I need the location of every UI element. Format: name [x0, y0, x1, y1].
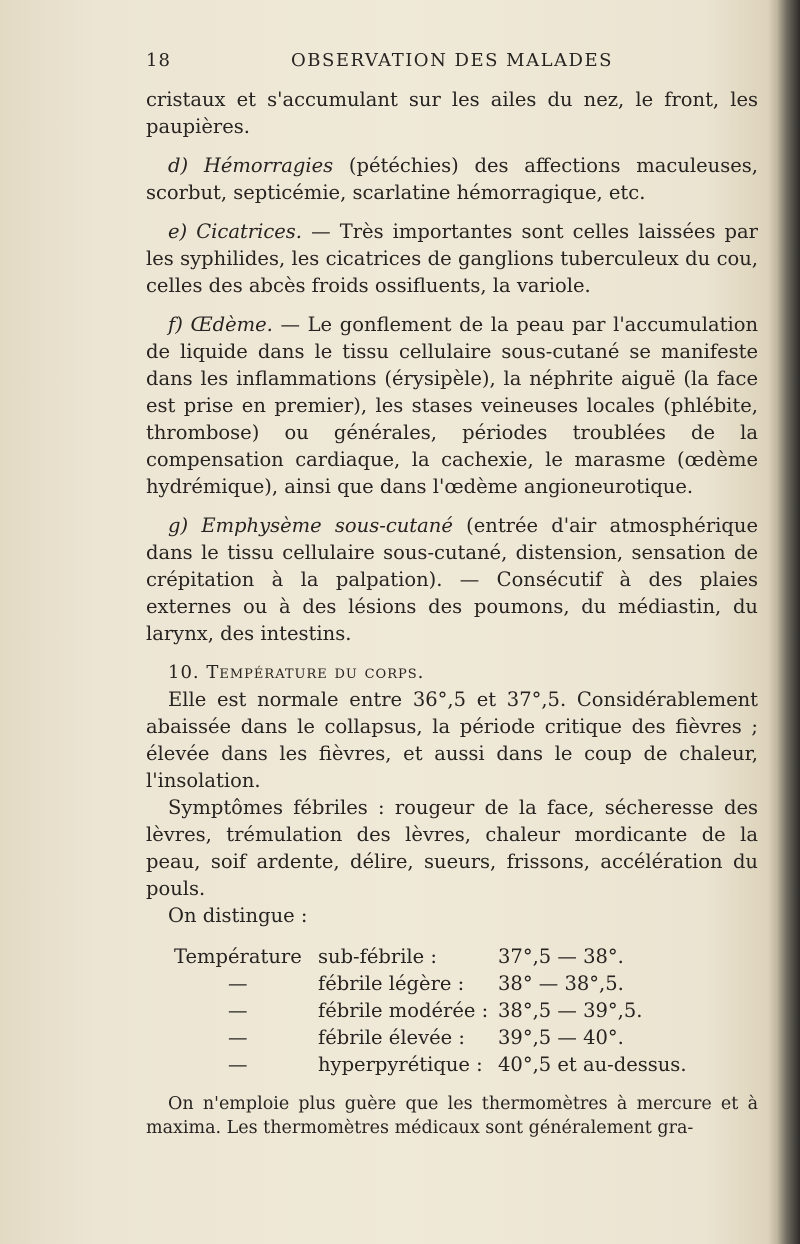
section-number: 10. — [168, 662, 200, 683]
book-spine-shadow — [778, 0, 800, 1244]
fever-kind: sub-fébrile : — [318, 945, 437, 968]
lead-hemorragies: d) Hémorragies — [168, 154, 334, 177]
fever-kind: hyperpyrétique : — [318, 1053, 483, 1076]
temperature-range: 38°,5 — 39°,5. — [498, 999, 643, 1022]
ditto-dash: — — [228, 999, 248, 1022]
temperature-range: 39°,5 — 40°. — [498, 1026, 624, 1049]
lead-cicatrices: e) Cicatrices. — [168, 220, 303, 243]
page-body — [146, 86, 758, 1158]
temperature-range: 37°,5 — 38°. — [498, 945, 624, 968]
ditto-dash: — — [228, 972, 248, 995]
fever-kind: fébrile élevée : — [318, 1026, 465, 1049]
closing-note: On n'emploie plus guère que les thermomètres à mercure et à maxima. Les thermomètres médicaux sont généralement gra- — [146, 1094, 758, 1138]
table-row — [146, 970, 758, 997]
fever-kind: fébrile légère : — [318, 972, 465, 995]
section-heading — [146, 659, 758, 686]
text-hemorragies: (pétéchies) des affections maculeuses, scorbut, septicémie, scarlatine hémorragique, etc. — [146, 154, 758, 204]
paragraph-oedeme — [146, 311, 758, 500]
text-cicatrices: — Très importantes sont celles laissées par les syphilides, les cicatrices de ganglions tuberculeux du cou, celles des abcès froids ossifluents, la variole. — [146, 220, 758, 297]
ditto-dash: — — [228, 1053, 248, 1076]
temperature-range: 40°,5 et au-dessus. — [498, 1053, 687, 1076]
fever-kind: fébrile modérée : — [318, 999, 489, 1022]
lead-oedeme: f) Œdème. — [168, 313, 273, 336]
page-header — [146, 50, 758, 78]
paragraph-symptomes-febriles: Symptômes fébriles : rougeur de la face, sécheresse des lèvres, trémulation des lèvres, chaleur mordicante de la peau, soif ardente, délire, sueurs, frissons, accélération du pouls. — [146, 796, 758, 900]
paragraph-emphyseme — [146, 512, 758, 647]
ditto-dash: — — [228, 1026, 248, 1049]
page-number: 18 — [146, 50, 171, 71]
temperature-range: 38° — 38°,5. — [498, 972, 624, 995]
paragraph-hemorragies — [146, 152, 758, 206]
continuation-paragraph: cristaux et s'accumulant sur les ailes du nez, le front, les paupières. — [146, 88, 758, 138]
text-oedeme: — Le gonflement de la peau par l'accumulation de liquide dans le tissu cellulaire sous-cutané se manifeste dans les inflammations (érysipèle), la néphrite aiguë (la face est prise en premier), les stases veineuses locales (phlébite, thrombose) ou générales, périodes troublées de la compensation cardiaque, la cachexie, le marasme (œdème hydrémique), ainsi que dans l'œdème angioneurotique. — [146, 313, 758, 498]
table-row — [146, 1051, 758, 1078]
temperature-table — [146, 943, 758, 1078]
temperature-label: Température — [174, 945, 302, 968]
lead-emphyseme: g) Emphysème sous-cutané — [168, 514, 453, 537]
table-row — [146, 1024, 758, 1051]
running-title: OBSERVATION DES MALADES — [291, 50, 613, 71]
paragraph-temperature-normale: Elle est normale entre 36°,5 et 37°,5. Considérablement abaissée dans le collapsus, la période critique des fièvres ; élevée dans les fièvres, et aussi dans le coup de chaleur, l'insolation. — [146, 688, 758, 792]
table-row — [146, 997, 758, 1024]
paragraph-on-distingue: On distingue : — [168, 904, 308, 927]
text-emphyseme: (entrée d'air atmosphérique dans le tissu cellulaire sous-cutané, distension, sensation de crépitation à la palpation). — Consécutif à des plaies externes ou à des lésions des poumons, du médiastin, du larynx, des intestins. — [146, 514, 758, 645]
table-row — [146, 943, 758, 970]
section-title: Température du corps. — [206, 662, 425, 683]
paragraph-cicatrices — [146, 218, 758, 299]
